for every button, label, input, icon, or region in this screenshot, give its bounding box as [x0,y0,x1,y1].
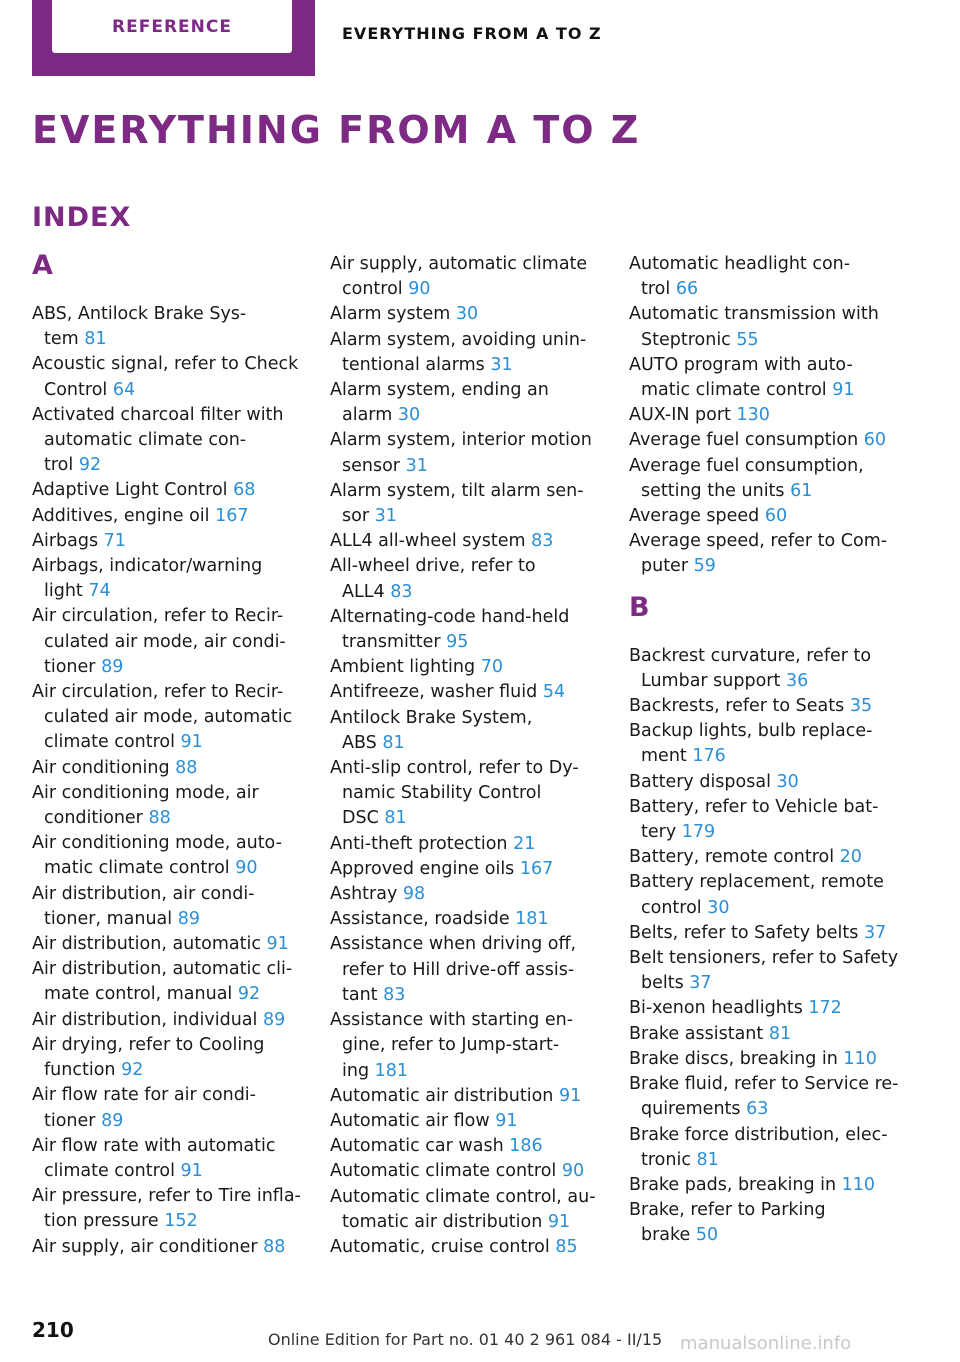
index-column-2 [330,252,602,1260]
page-reference-link[interactable]: 167 [215,505,249,526]
index-entry-text: Backrest curvature, refer to [629,645,872,666]
index-entry-text: tioner [44,1110,96,1131]
index-entry [629,252,901,302]
page-reference-link[interactable]: 91 [832,380,855,401]
page-reference-link[interactable]: 37 [689,973,712,994]
page-reference-link[interactable]: 81 [696,1149,719,1170]
reference-tab-label: REFERENCE [52,0,292,53]
index-entry [629,946,901,996]
index-entry-text: Brake discs, breaking in [629,1048,838,1069]
page-reference-link[interactable]: 30 [707,897,730,918]
index-entry-text: Assistance when driving off, [330,934,577,955]
index-entry [330,328,602,378]
index-entry-text: Alarm system, avoiding unin- [330,329,587,350]
index-entry-text: Air circulation, refer to Recir- [32,606,284,627]
page-reference-link[interactable]: 54 [542,682,566,703]
index-entry-text: Air distribution, automatic cli- [32,959,293,980]
index-entry-text: Automatic climate control [330,1161,557,1182]
page-reference-link[interactable]: 60 [764,506,788,527]
index-entry-text: tioner, manual [44,908,173,929]
index-entry [629,694,901,719]
index-entry [629,1022,901,1047]
index-entry-text: control [641,897,702,918]
page-reference-link[interactable]: 91 [266,934,289,955]
index-entry [330,378,602,428]
index-entry-text: Air supply, air conditioner [32,1236,258,1257]
index-entry [32,1083,304,1133]
page-reference-link[interactable]: 92 [121,1060,144,1081]
index-entry-text: culated air mode, automatic [44,707,293,728]
index-entry-text: ALL4 [342,581,385,602]
index-entry-text: sor [342,506,370,527]
index-entry-text: Battery, refer to Vehicle bat- [629,796,879,817]
index-entry [629,454,901,504]
index-entry [629,529,901,579]
page-reference-link[interactable]: 70 [480,657,503,678]
index-entry [330,680,602,705]
page-reference-link[interactable]: 91 [547,1211,571,1232]
page-reference-link[interactable]: 89 [101,1110,124,1131]
page-reference-link[interactable]: 92 [237,984,261,1005]
index-entry-text: ing [342,1060,370,1081]
index-entry-text: transmitter [342,632,441,653]
index-entry [32,504,304,529]
page-reference-link[interactable]: 83 [531,531,554,552]
page-reference-link[interactable]: 179 [681,822,716,843]
page-reference-link[interactable]: 91 [180,1160,203,1181]
index-entry-text: Anti-slip control, refer to Dy- [330,758,579,779]
index-entry-text: Brake pads, breaking in [629,1174,837,1195]
index-entry-text: tem [44,329,79,350]
index-entry-text: refer to Hill drive-off assis- [342,959,575,980]
page-reference-link[interactable]: 181 [374,1060,409,1081]
page-reference-link[interactable]: 61 [790,480,813,501]
index-entry-text: Air pressure, refer to Tire infla- [32,1186,301,1207]
index-entry [330,605,602,655]
index-entry-text: Alternating-code hand-held [330,606,570,627]
page-reference-link[interactable]: 90 [235,858,258,879]
index-entry-text: ment [641,746,687,767]
index-entry-text: Battery disposal [629,771,771,792]
index-entry [629,504,901,529]
index-entry-text: Acoustic signal, refer to Check [32,354,299,375]
index-entry [629,795,901,845]
index-entry [32,403,304,479]
index-entry [629,1198,901,1248]
index-entry-text: ABS, Antilock Brake Sys- [32,304,247,324]
index-entry-text: Air distribution, automatic [32,934,261,955]
page-reference-link[interactable]: 90 [408,279,431,300]
index-entry-text: Control [44,379,108,400]
page-reference-link[interactable]: 92 [78,455,102,476]
index-entry [629,403,901,428]
index-entry-text: tant [342,984,378,1005]
page-reference-link[interactable]: 71 [103,530,126,551]
index-entry-text: Assistance with starting en- [330,1010,574,1031]
page-reference-link[interactable]: 91 [495,1110,518,1131]
index-entry-text: control [342,279,403,300]
index-entry [330,907,602,932]
page-reference-link[interactable]: 110 [843,1048,877,1069]
index-entry-text: climate control [44,1160,175,1181]
page-reference-link[interactable]: 88 [175,757,198,778]
index-entry [32,831,304,881]
index-entry [629,428,901,453]
index-entry-text: All-wheel drive, refer to [330,556,536,577]
index-entry-text: Air supply, automatic climate [330,254,588,274]
index-entry-text: alarm [342,405,393,426]
index-entry-text: Brake force distribution, elec- [629,1124,888,1145]
index-entry [330,1084,602,1109]
page-reference-link[interactable]: 20 [839,847,862,868]
index-entry [32,529,304,554]
index-entry-text: conditioner [44,808,143,829]
index-entry-text: Automatic car wash [330,1136,504,1157]
index-entry-text: Activated charcoal filter with [32,404,284,425]
index-entry-text: function [44,1060,116,1081]
index-entry-text: Backup lights, bulb replace- [629,721,873,742]
index-entry [629,921,901,946]
index-entry [330,1185,602,1235]
index-entry-text: trol [44,455,74,476]
page-reference-link[interactable]: 81 [768,1023,792,1044]
index-letter-heading: B [629,591,650,623]
index-entry [32,1235,304,1260]
index-entry [629,1072,901,1122]
index-entry-text: tery [641,822,677,843]
index-entry-text: automatic climate con- [44,430,247,451]
index-entry-text: Brake assistant [629,1023,764,1044]
index-entry [330,1235,602,1260]
page-reference-link[interactable]: 176 [692,746,726,767]
page-reference-link[interactable]: 110 [841,1174,876,1195]
index-letter-heading: A [32,250,53,281]
watermark: manualsonline.info [680,1333,852,1354]
index-entry-text: Brake fluid, refer to Service re- [629,1074,899,1095]
index-entry-text: Ashtray [330,884,398,905]
page-reference-link[interactable]: 81 [384,808,407,829]
index-entry-text: Airbags [32,530,99,551]
index-entry [330,832,602,857]
page-reference-link[interactable]: 74 [88,581,111,602]
index-entry-text: Antifreeze, washer fluid [330,682,538,703]
index-entry-text: AUX-IN port [629,405,731,426]
index-entry-text: tentional alarms [342,354,485,375]
page-reference-link[interactable]: 83 [390,581,413,602]
page-reference-link[interactable]: 59 [693,556,716,577]
index-entry [32,352,304,402]
page-reference-link[interactable]: 98 [402,884,426,905]
index-entry [32,478,304,503]
page-title: EVERYTHING FROM A TO Z [32,108,641,152]
index-entry [32,756,304,781]
index-column-1 [32,252,304,1260]
page-reference-link[interactable]: 95 [446,632,469,653]
index-entry-text: gine, refer to Jump-start- [342,1035,560,1056]
page-reference-link[interactable]: 37 [863,922,887,943]
index-entry-text: brake [641,1225,691,1246]
index-entry-text: Belt tensioners, refer to Safety [629,948,899,969]
index-entry [330,655,602,680]
index-entry [330,706,602,756]
index-entry-text: Battery, remote control [629,847,835,868]
index-entry-text: Automatic transmission with [629,304,879,325]
index-entry-text: setting the units [641,480,785,501]
index-entry [32,957,304,1007]
index-entry-text: Lumbar support [641,670,781,691]
page-reference-link[interactable]: 31 [405,455,428,476]
index-entry [629,353,901,403]
index-entry-text: Air circulation, refer to Recir- [32,682,284,703]
index-entry-text: Air drying, refer to Cooling [32,1034,265,1055]
page-reference-link[interactable]: 152 [164,1211,198,1232]
page-reference-link[interactable]: 35 [849,696,873,717]
index-entry [330,1159,602,1184]
page-reference-link[interactable]: 89 [101,656,124,677]
index-entry-text: Antilock Brake System, [330,707,533,728]
page-number: 210 [32,1318,74,1342]
index-entry [32,604,304,680]
page-reference-link[interactable]: 31 [490,354,513,375]
index-entry [330,1008,602,1084]
index-entry [32,1184,304,1234]
index-entry-text: ALL4 all-wheel system [330,531,526,552]
page-reference-link[interactable]: 66 [675,279,699,300]
page-reference-link[interactable]: 60 [863,430,887,451]
page-reference-link[interactable]: 167 [519,858,554,879]
index-entry [629,996,901,1021]
index-entry-text: Automatic, cruise control [330,1236,550,1257]
index-entry-text: Alarm system, interior motion [330,430,592,451]
page-reference-link[interactable]: 31 [374,506,397,527]
index-entry [330,882,602,907]
index-entry [629,1173,901,1198]
index-entry-text: tomatic air distribution [342,1211,543,1232]
page-reference-link[interactable]: 186 [509,1136,543,1157]
index-entry [32,1033,304,1083]
page-reference-link[interactable]: 89 [177,908,201,929]
page-reference-link[interactable]: 88 [263,1236,286,1257]
footer-edition-text: Online Edition for Part no. 01 40 2 961 084 - II/15 [268,1330,663,1349]
page-reference-link[interactable]: 63 [746,1099,769,1120]
index-column-3 [629,252,901,1249]
index-entry-text: tion pressure [44,1211,159,1232]
page-reference-link[interactable]: 81 [382,732,405,753]
index-entry [629,870,901,920]
index-entry-text: Brake, refer to Parking [629,1200,826,1221]
index-entry-text: Ambient lighting [330,657,476,678]
index-entry-text: namic Stability Control [342,783,542,804]
index-entry-text: belts [641,973,684,994]
index-entry-text: Air flow rate for air condi- [32,1085,256,1106]
index-entry-text: Automatic air flow [330,1110,490,1131]
index-entry [330,756,602,832]
index-entry-text: Air distribution, individual [32,1009,258,1030]
index-entry-text: Backrests, refer to Seats [629,696,845,717]
index-entry [32,1008,304,1033]
page-reference-link[interactable]: 30 [397,405,421,426]
page-reference-link[interactable]: 88 [148,808,171,829]
index-entry-text: Automatic climate control, au- [330,1186,596,1207]
index-entry-text: Average fuel consumption, [629,455,864,476]
page-reference-link[interactable]: 30 [776,771,799,792]
page-reference-link[interactable]: 83 [383,984,406,1005]
page-reference-link[interactable]: 64 [112,379,136,400]
index-entry [32,781,304,831]
page-reference-link[interactable]: 81 [84,329,107,350]
index-entry-text: sensor [342,455,400,476]
index-entry [32,932,304,957]
index-entry-text: Average speed [629,506,760,527]
index-entry [32,882,304,932]
index-entry [629,770,901,795]
index-entry-text: Automatic air distribution [330,1085,554,1106]
page-reference-link[interactable]: 21 [513,833,536,854]
index-entry [330,932,602,1008]
index-entry-text: Assistance, roadside [330,909,510,930]
index-entry-text: matic climate control [44,858,230,879]
index-entry-text: Automatic headlight con- [629,254,851,274]
index-entry-text: Air distribution, air condi- [32,883,255,904]
index-entry-text: trol [641,279,671,300]
page-reference-link[interactable]: 181 [515,909,549,930]
index-entry [32,1134,304,1184]
index-entry-text: Air flow rate with automatic [32,1135,276,1156]
index-entry-text: Battery replacement, remote [629,872,884,893]
index-entry-text: puter [641,556,689,577]
index-entry [330,428,602,478]
page-reference-link[interactable]: 172 [808,998,842,1019]
index-entry [330,529,602,554]
index-entry [629,1123,901,1173]
index-entry-text: Air conditioning mode, auto- [32,833,282,854]
page-reference-link[interactable]: 130 [736,405,770,426]
index-entry [629,1047,901,1072]
index-entry [32,554,304,604]
index-entry [330,554,602,604]
header-breadcrumb: EVERYTHING FROM A TO Z [342,24,602,43]
index-entry-text: Alarm system, ending an [330,380,549,401]
index-entry-text: ABS [342,732,377,753]
index-entry [629,302,901,352]
page-reference-link[interactable]: 90 [561,1161,585,1182]
index-entry-text: Anti-theft protection [330,833,508,854]
index-entry-text: Additives, engine oil [32,505,210,526]
index-entry [629,719,901,769]
index-entry-text: light [44,581,83,602]
page-reference-link[interactable]: 91 [558,1085,582,1106]
index-entry-text: culated air mode, air condi- [44,631,286,652]
index-entry-text: AUTO program with auto- [629,354,853,375]
page-reference-link[interactable]: 50 [695,1225,719,1246]
index-entry-text: Approved engine oils [330,858,515,879]
page-reference-link[interactable]: 89 [262,1009,286,1030]
page-reference-link[interactable]: 30 [455,304,479,325]
index-entry [330,252,602,302]
index-entry-text: Steptronic [641,329,731,350]
index-entry [330,302,602,327]
index-entry-text: matic climate control [641,380,827,401]
index-entry-text: Air conditioning [32,757,170,778]
index-entry-text: Alarm system, tilt alarm sen- [330,480,584,501]
index-entry [629,644,901,694]
index-entry-text: mate control, manual [44,984,233,1005]
page-reference-link[interactable]: 68 [233,480,256,501]
index-entry-text: Airbags, indicator/warning [32,556,263,577]
index-entry-text: Average speed, refer to Com- [629,531,888,552]
index-entry-text: Alarm system [330,304,451,325]
index-entry-text: Adaptive Light Control [32,480,228,501]
index-entry [32,680,304,756]
index-entry [330,857,602,882]
index-entry-text: Bi-xenon headlights [629,998,803,1019]
page-reference-link[interactable]: 91 [180,732,203,753]
index-entry [330,1134,602,1159]
index-entry [629,845,901,870]
index-entry [330,479,602,529]
page-reference-link[interactable]: 36 [785,670,809,691]
page-reference-link[interactable]: 85 [555,1236,578,1257]
index-entry [32,302,304,352]
index-entry-text: Belts, refer to Safety belts [629,922,859,943]
index-entry-text: tronic [641,1149,691,1170]
page-reference-link[interactable]: 55 [736,329,759,350]
index-entry-text: Air conditioning mode, air [32,782,259,803]
index-entry-text: tioner [44,656,96,677]
index-entry [330,1109,602,1134]
index-entry-text: Average fuel consumption [629,430,859,451]
index-entry-text: quirements [641,1099,741,1120]
index-heading: INDEX [32,202,132,233]
index-entry-text: climate control [44,732,175,753]
index-entry-text: DSC [342,808,379,829]
